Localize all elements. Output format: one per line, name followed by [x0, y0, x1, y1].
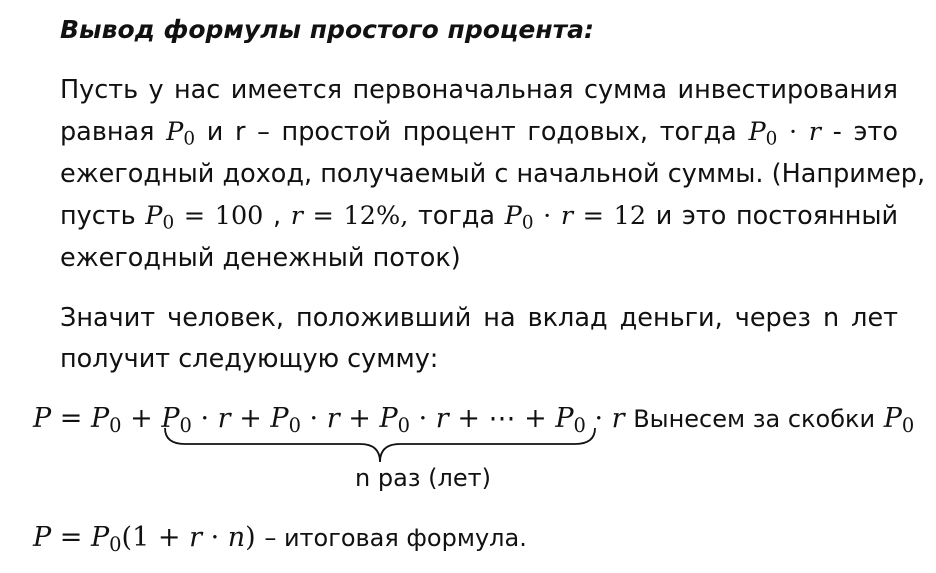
page-title: Вывод формулы простого процента: [60, 15, 595, 44]
text-fragment: тогда [659, 117, 737, 147]
paragraph-1-line-1: Пусть у нас имеется первоначальная сумма инвестирования [60, 75, 898, 105]
text-fragment: это [681, 201, 727, 231]
formula-1-note: Вынесем за скобки [633, 405, 876, 433]
text-fragment: и [655, 201, 673, 231]
text-fragment: , [273, 201, 282, 231]
formula-sum: $P = P_0 + P_0 \cdot r + P_0 \cdot r + P_0 \cdot r$ + ⋯ + $P_0 \cdot r$ Вынесем за скобки $P_0$ [33, 403, 915, 437]
text-fragment: r [234, 117, 246, 147]
paragraph-1-line-5: ежегодный денежный поток) [60, 243, 461, 273]
math-p0: $P_0$ [166, 117, 196, 150]
text-fragment: постоянный [735, 201, 899, 231]
text-fragment: и [206, 117, 224, 147]
text-fragment: пусть [60, 201, 136, 231]
text-fragment: - [832, 117, 842, 147]
underbrace-label: n раз (лет) [355, 464, 491, 492]
text-fragment: тогда [417, 201, 496, 231]
math-r-equals-12pct: r = 12%, [290, 201, 409, 231]
text-fragment: простой [281, 117, 392, 147]
text-fragment: – [257, 117, 270, 147]
formula-2-note: – итоговая формула. [264, 524, 527, 552]
formula-final: $P = P_0(1 + r \cdot n)$ – итоговая формула. [33, 522, 527, 556]
text-fragment: годовых, [527, 117, 649, 147]
text-fragment: это [853, 117, 898, 147]
paragraph-1-line-2 [60, 116, 898, 156]
paragraph-1-line-4 [60, 200, 898, 240]
paragraph-2-line-2: получит следующую сумму: [60, 344, 439, 374]
paragraph-1-line-3: ежегодный доход, получаемый с начальной суммы. (Например, [60, 159, 926, 189]
text-fragment: равная [60, 117, 155, 147]
math-p0-times-r: $P_0 \cdot r$ [748, 117, 821, 150]
math-p0r-equals-12: $P_0 \cdot r = 12$ [504, 201, 647, 234]
math-p0-equals-100: $P_0 = 100$ [145, 201, 264, 234]
paragraph-2-line-1: Значит человек, положивший на вклад деньги, через n лет [60, 303, 898, 333]
underbrace [163, 426, 597, 466]
text-fragment: процент [402, 117, 516, 147]
